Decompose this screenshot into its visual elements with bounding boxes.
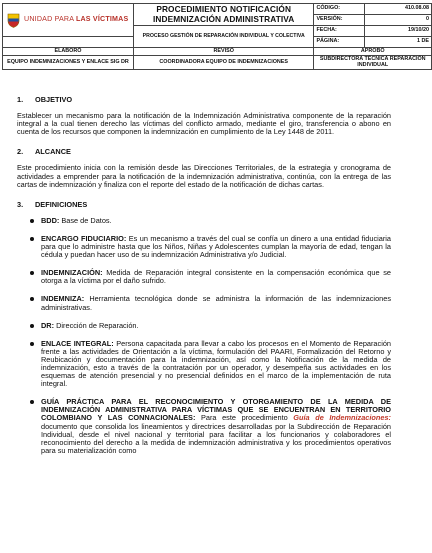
document-header (2, 3, 432, 70)
definition-term: ENLACE INTEGRAL: (41, 338, 114, 348)
meta-label-version: VERSIÓN: (314, 15, 365, 26)
definition-term: INDEMNIZA: (41, 294, 85, 304)
definition-text: Dirección de Reparación. (54, 320, 139, 330)
meta-value-version: 0 (364, 15, 431, 26)
document-title: PROCEDIMIENTO NOTIFICACIÓN INDEMNIZACIÓN ADMINISTRATIVA (153, 4, 295, 24)
meta-label-date: FECHA: (314, 26, 365, 37)
signer-aprobo: SUBDIRECTORA TÉCNICA REPARACIÓN INDIVIDUAL (314, 56, 432, 70)
logo-spacer-cell (3, 37, 134, 48)
alcance-paragraph: Este procedimiento inicia con la remisión desde las Direcciones Territoriales, de la estrategia y cronograma de actividades a emprender para la notificación de la indemnización administrativa, continúa, con la entrega de las cartas de indemnización y finaliza con el reporte del estado de la notificación de dichas cartas. (17, 163, 391, 189)
definition-term: BDD: (41, 215, 60, 225)
meta-value-page: 1 DE (364, 37, 431, 48)
colombia-shield-icon (7, 13, 20, 28)
column-aprobo: APROBÓ (314, 48, 432, 56)
column-elaboro: ELABORÓ (3, 48, 134, 56)
section-heading-alcance (17, 148, 391, 156)
column-reviso: REVISÓ (133, 48, 313, 56)
definition-item (41, 340, 391, 389)
definition-text: Base de Datos. (59, 215, 112, 225)
definition-term: INDEMNIZACIÓN: (41, 268, 103, 278)
section-title: ALCANCE (35, 147, 71, 157)
definition-item (41, 322, 391, 330)
meta-label-page: PÁGINA: (314, 37, 365, 48)
definition-text: Para este procedimiento (195, 413, 294, 423)
process-name: PROCESO GESTIÓN DE REPARACIÓN INDIVIDUAL Y COLECTIVA (142, 32, 305, 39)
definition-term: GUÍA PRÁCTICA PARA EL RECONOCIMIENTO Y OTORGAMIENTO DE LA MEDIDA DE INDEMNIZACIÓN ADMINISTRATIVA PARA VÍCTIMAS QUE SE ENCUENTRAN EN TERRITORIO COLOMBIANO Y LAS CONNACIONALES: (41, 397, 391, 423)
definition-emphasis: Guía de Indemnizaciones: (293, 413, 391, 423)
meta-value-code: 410.08.08 (364, 4, 431, 15)
meta-value-date: 19/10/20 (364, 26, 431, 37)
document-body (17, 96, 391, 465)
document-title-cell (133, 4, 313, 26)
definition-item (41, 217, 391, 225)
section-heading-definiciones (17, 201, 391, 209)
section-number: 3. (17, 199, 24, 209)
signer-reviso: COORDINADORA EQUIPO DE INDEMNIZACIONES (133, 56, 313, 70)
objetivo-paragraph: Establecer un mecanismo para la notificación de la Indemnización Administrativa componente de la reparación integral a la cual tienen derecho las víctimas del conflicto armado, mediante el giro, transferencia o abono en cuenta de los recursos que componen la indemnización en cumplimiento de la Ley 1448 de 2011. (17, 111, 391, 137)
logo-cell (3, 4, 134, 37)
definition-text-continued: documento que consolida los lineamientos y directrices desarrolladas por la Subdirección de Reparación Individual, desde el nivel nacional y territorial para facilitar a los funcionarios y colaboradores el reconocimiento del derecho a la medida de indemnización administrativa y los procedimientos operativos para su materialización como (41, 421, 391, 455)
definition-item (41, 269, 391, 285)
definition-term: ENCARGO FIDUCIARIO: (41, 233, 127, 243)
section-number: 1. (17, 95, 24, 104)
section-heading-objetivo (17, 96, 391, 104)
definition-text: Persona capacitada para llevar a cabo los procesos en el Momento de Reparación frente a las actividades de Orientación a la víctima, formulación del PAARI, Formalización del Retorno y Reubicación y documentación para la indemnización, así como la Notificación de la medida de indemnización, esto a través de la contratación por un operador, y desempeña sus actividades en los esquemas de atención presencial y no presencial definidos en el marco de la implementación de ruta integral. (41, 338, 391, 389)
unidad-victimas-logo (5, 13, 131, 28)
process-cell (133, 26, 313, 48)
section-title: DEFINICIONES (35, 199, 88, 209)
section-title: OBJETIVO (35, 95, 73, 104)
definition-item (41, 295, 391, 311)
definition-text: Medida de Reparación integral consistente en la compensación económica que se otorga a la víctima por el daño sufrido. (41, 268, 391, 286)
definition-text: Herramienta tecnológica donde se administra la información de las indemnizaciones administrativas. (41, 294, 391, 312)
definition-item (41, 235, 391, 259)
section-number: 2. (17, 147, 24, 157)
definition-term: DR: (41, 320, 55, 330)
definitions-list (17, 217, 391, 455)
signer-elaboro: EQUIPO INDEMNIZACIONES Y ENLACE SIG DR (3, 56, 134, 70)
meta-label-code: CÓDIGO: (314, 4, 365, 15)
definition-text: Es un mecanismo a través del cual se confía un dinero a una entidad fiduciaria para que lo administre hasta que los Niños, Niñas y Adolescentes cumplan la mayoría de edad, tengan la cédula y puedan hacer uso de su indemnización Administrativa y/o Judicial. (41, 233, 391, 260)
logo-text: UNIDAD PARA LAS VÍCTIMAS (24, 15, 129, 24)
definition-item (41, 398, 391, 455)
